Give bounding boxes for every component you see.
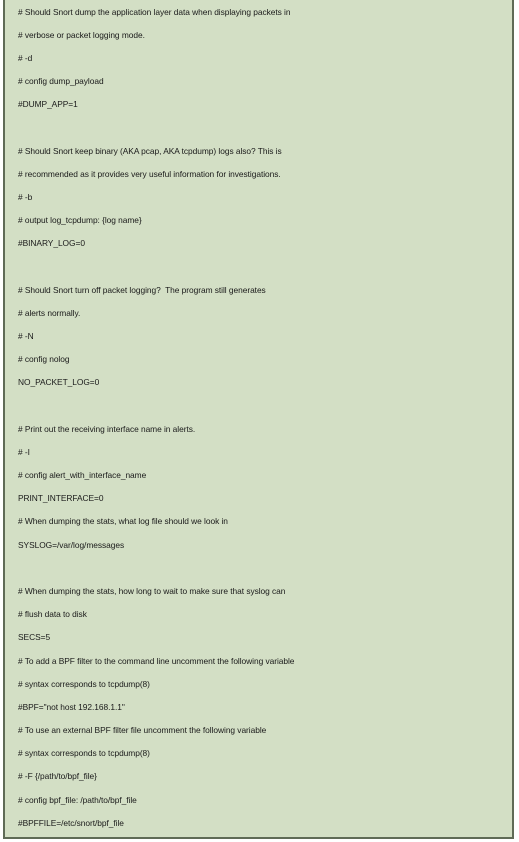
config-text-panel <box>3 0 514 839</box>
config-line: # syntax corresponds to tcpdump(8) <box>18 679 150 689</box>
config-line: # config alert_with_interface_name <box>18 470 147 480</box>
config-line: # -d <box>18 53 33 63</box>
config-line: # recommended as it provides very useful information for investigations. <box>18 169 281 179</box>
config-line: # -b <box>18 192 33 202</box>
config-line: # -I <box>18 447 30 457</box>
config-line: # When dumping the stats, how long to wait to make sure that syslog can <box>18 586 286 596</box>
config-line: #DUMP_APP=1 <box>18 99 78 109</box>
config-line: SECS=5 <box>18 632 51 642</box>
config-line: # output log_tcpdump: {log name} <box>18 215 142 225</box>
config-line: # Should Snort keep binary (AKA pcap, AKA tcpdump) logs also? This is <box>18 146 282 156</box>
config-line: # config dump_payload <box>18 76 104 86</box>
config-line: #BPFFILE=/etc/snort/bpf_file <box>18 818 124 828</box>
config-line: # syntax corresponds to tcpdump(8) <box>18 748 150 758</box>
config-line: # When dumping the stats, what log file should we look in <box>18 516 228 526</box>
config-line: # config bpf_file: /path/to/bpf_file <box>18 795 137 805</box>
config-line: # alerts normally. <box>18 308 81 318</box>
config-line: # Print out the receiving interface name in alerts. <box>18 424 196 434</box>
config-line: # To use an external BPF filter file uncomment the following variable <box>18 725 267 735</box>
config-line: #BPF="not host 192.168.1.1" <box>18 702 125 712</box>
config-line: SYSLOG=/var/log/messages <box>18 540 125 550</box>
config-line: # To add a BPF filter to the command line uncomment the following variable <box>18 656 295 666</box>
config-line: # flush data to disk <box>18 609 87 619</box>
config-line: # verbose or packet logging mode. <box>18 30 145 40</box>
config-line: NO_PACKET_LOG=0 <box>18 377 100 387</box>
config-line: # Should Snort turn off packet logging? The program still generates <box>18 285 266 295</box>
config-line: #BINARY_LOG=0 <box>18 238 85 248</box>
config-line: PRINT_INTERFACE=0 <box>18 493 104 503</box>
config-line: # config nolog <box>18 354 70 364</box>
config-line: # -N <box>18 331 34 341</box>
config-line: # -F {/path/to/bpf_file} <box>18 771 97 781</box>
config-line: # Should Snort dump the application layer data when displaying packets in <box>18 7 291 17</box>
